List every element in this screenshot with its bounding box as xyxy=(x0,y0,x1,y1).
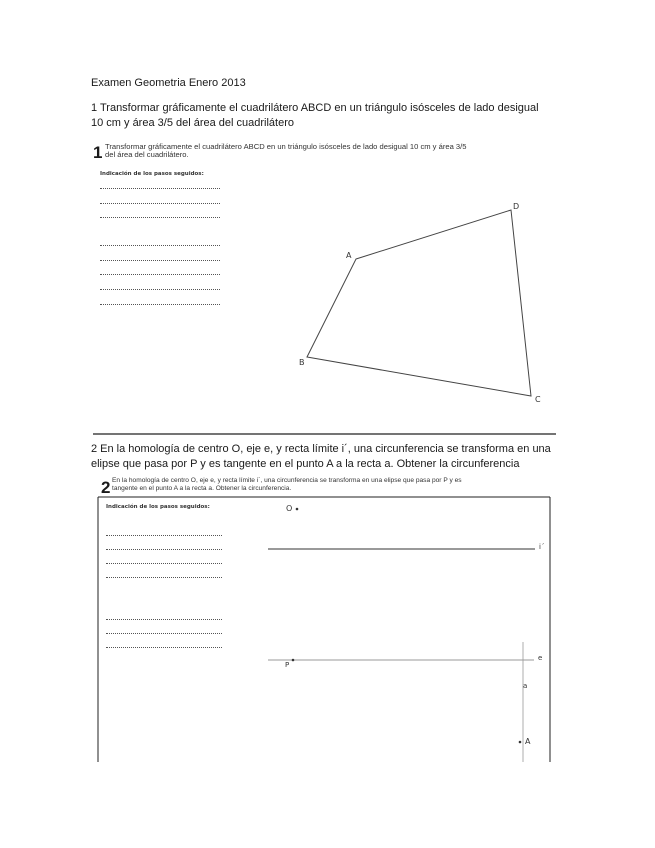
point-a-label: A xyxy=(525,737,531,746)
step-line xyxy=(106,619,222,620)
step-line xyxy=(106,633,222,634)
vertex-a-label: A xyxy=(346,251,352,260)
problem2-number: 2 xyxy=(101,478,111,497)
vertex-d-label: D xyxy=(513,202,520,211)
vertex-c-label: C xyxy=(535,395,541,404)
problem2-heading xyxy=(91,442,561,472)
problem2-statement-line2: tangente en el punto A a la recta a. Obtener la circunferencia. xyxy=(112,484,292,492)
point-p-label: P xyxy=(285,661,290,669)
problem2-heading-line2: elipse que pasa por P y es tangente en el punto A a la recta a. Obtener la circunferencia xyxy=(91,458,520,470)
problem2-heading-line1: 2 En la homología de centro O, eje e, y recta límite i´, una circunferencia se transforma en una xyxy=(91,443,551,455)
vertex-b-label: B xyxy=(299,358,305,367)
point-p xyxy=(292,659,295,662)
problem1-statement-line1: Transformar gráficamente el cuadrilátero ABCD en un triángulo isósceles de lado desigual 10 cm y área 3/5 xyxy=(105,142,467,151)
exam-title: Examen Geometria Enero 2013 xyxy=(91,77,246,89)
axis-e-label: e xyxy=(538,654,543,662)
quadrilateral-abcd xyxy=(307,210,531,396)
center-o-label: O xyxy=(286,504,293,513)
problem2-steps-title: Indicación de los pasos seguidos: xyxy=(106,504,210,510)
step-line xyxy=(106,535,222,536)
point-a xyxy=(519,741,522,744)
step-line xyxy=(106,549,222,550)
step-line xyxy=(106,647,222,648)
problem2-statement xyxy=(112,477,556,492)
problem1-heading-line1: 1 Transformar gráficamente el cuadrilátero ABCD en un triángulo isósceles de lado desigual xyxy=(91,102,539,114)
problem2-statement-line1: En la homología de centro O, eje e, y recta límite i´, una circunferencia se transforma en una elipse que pasa por P y es xyxy=(112,477,462,484)
limit-line-i-label: i´ xyxy=(539,543,545,551)
line-a-label: a xyxy=(523,682,528,690)
problem1-heading-line2: 10 cm y área 3/5 del área del cuadrilátero xyxy=(91,117,295,129)
problem1-number: 1 xyxy=(93,143,103,162)
step-line xyxy=(106,577,222,578)
step-line xyxy=(106,563,222,564)
problem1-statement-line2: del área del cuadrilátero. xyxy=(105,150,189,159)
problem1-steps-title: Indicación de los pasos seguidos: xyxy=(100,171,204,177)
point-o xyxy=(296,508,299,511)
